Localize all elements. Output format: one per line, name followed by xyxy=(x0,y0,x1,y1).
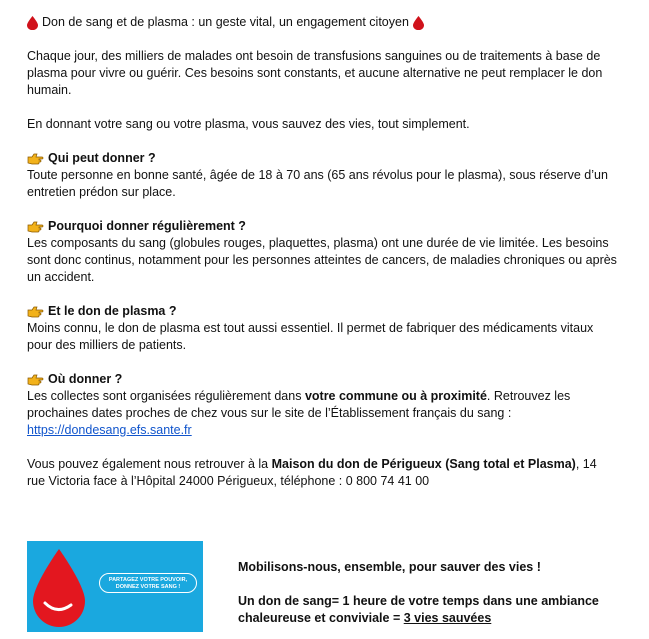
pointing-hand-icon xyxy=(27,373,44,386)
section-text: Toute personne en bonne santé, âgée de 18 à 70 ans (65 ans révolus pour le plasma), sous réserve d’un entretien prédon sur place. xyxy=(27,168,608,199)
big-blood-drop-icon xyxy=(27,541,97,632)
slogan: Mobilisons-nous, ensemble, pour sauver des vies ! Un don de sang= 1 heure de votre temps dans une ambiance chaleureuse et conviviale = 3 vies sauvées xyxy=(238,560,599,625)
intro-paragraph: Chaque jour, des milliers de malades ont besoin de transfusions sanguines ou de traitements à base de plasma pour vivre ou guérir. Ces besoins sont constants, et aucune alternative ne peut remplacer le don humain. xyxy=(27,49,603,97)
efs-link[interactable]: https://dondesang.efs.sante.fr xyxy=(27,423,192,437)
section-heading: Qui peut donner ? xyxy=(27,150,617,167)
intro-paragraph-2: En donnant votre sang ou votre plasma, vous sauvez des vies, tout simplement. xyxy=(27,117,470,131)
pointing-hand-icon xyxy=(27,305,44,318)
blood-drop-icon xyxy=(413,16,424,30)
section-heading: Pourquoi donner régulièrement ? xyxy=(27,218,617,235)
section-text: Les collectes sont organisées régulièrement dans votre commune ou à proximité. Retrouvez les prochaines dates proches de chez vous sur le site de l’Établissement français du sang : https://dondesang.efs.sante.fr xyxy=(27,389,571,437)
footer xyxy=(27,541,627,633)
section-heading: Où donner ? xyxy=(27,371,617,388)
banner-bubble: PARTAGEZ VOTRE POUVOIR, DONNEZ VOTRE SANG ! xyxy=(99,573,197,593)
blood-drop-icon xyxy=(27,16,38,30)
pointing-hand-icon xyxy=(27,220,44,233)
document-body xyxy=(27,10,617,490)
section-text: Les composants du sang (globules rouges, plaquettes, plasma) ont une durée de vie limitée. Les besoins sont donc continus, notamment pour les personnes atteintes de cancers, de maladies chroniques ou après un accident. xyxy=(27,236,617,284)
promo-banner xyxy=(27,541,203,632)
page-title: Don de sang et de plasma : un geste vital, un engagement citoyen xyxy=(27,14,617,31)
contact-paragraph: Vous pouvez également nous retrouver à la Maison du don de Périgueux (Sang total et Plasma), 14 rue Victoria face à l’Hôpital 24000 Périgueux, téléphone : 0 800 74 41 00 xyxy=(27,457,597,488)
section-heading: Et le don de plasma ? xyxy=(27,303,617,320)
pointing-hand-icon xyxy=(27,152,44,165)
section-text: Moins connu, le don de plasma est tout aussi essentiel. Il permet de fabriquer des médicaments vitaux pour des milliers de patients. xyxy=(27,321,594,352)
